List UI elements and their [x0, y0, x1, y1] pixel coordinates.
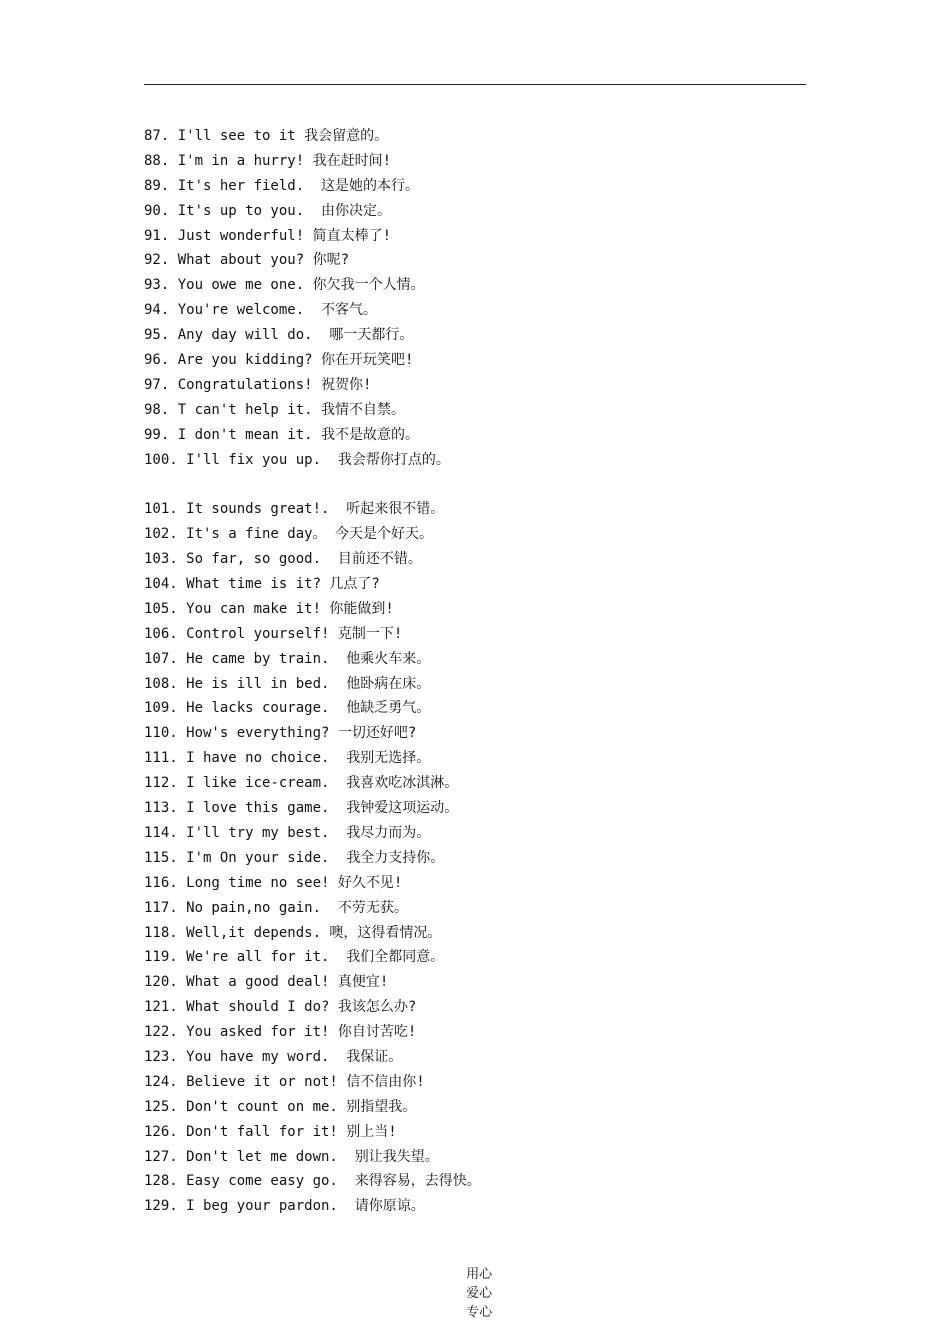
phrase-line: 122. You asked for it! 你自讨苦吃! [144, 1024, 417, 1041]
phrase-line: 117. No pain,no gain. 不劳无获。 [144, 899, 408, 916]
phrase-line: 125. Don't count on me. 别指望我。 [144, 1098, 417, 1115]
phrase-line: 89. It's her field. 这是她的本行。 [144, 177, 420, 194]
phrase-line: 108. He is ill in bed. 他卧病在床。 [144, 675, 431, 692]
footer-text: 用心 [466, 1267, 493, 1282]
phrase-line: 118. Well,it depends. 噢，这得看情况。 [144, 924, 442, 941]
section-gap [144, 472, 824, 497]
phrase-line: 120. What a good deal! 真便宜! [144, 974, 389, 991]
phrase-line: 128. Easy come easy go. 来得容易，去得快。 [144, 1173, 481, 1190]
phrase-line: 106. Control yourself! 克制一下! [144, 625, 403, 642]
phrase-list [144, 124, 824, 1219]
phrase-line: 93. You owe me one. 你欠我一个人情。 [144, 277, 425, 294]
phrase-line: 88. I'm in a hurry! 我在赶时间! [144, 152, 392, 169]
phrase-line: 124. Believe it or not! 信不信由你! [144, 1073, 425, 1090]
phrase-line: 119. We're all for it. 我们全都同意。 [144, 949, 445, 966]
phrase-line: 123. You have my word. 我保证。 [144, 1048, 403, 1065]
phrase-line: 103. So far, so good. 目前还不错。 [144, 551, 422, 568]
phrase-line: 115. I'm On your side. 我全力支持你。 [144, 849, 445, 866]
phrase-line: 105. You can make it! 你能做到! [144, 600, 394, 617]
footer-text: 专心 [466, 1305, 493, 1320]
phrase-line: 98. T can't help it. 我情不自禁。 [144, 401, 406, 418]
phrase-line: 95. Any day will do. 哪一天都行。 [144, 327, 414, 344]
phrase-line: 91. Just wonderful! 简直太棒了! [144, 227, 392, 244]
phrase-line: 111. I have no choice. 我别无选择。 [144, 750, 431, 767]
phrase-line: 101. It sounds great!. 听起来很不错。 [144, 501, 445, 518]
phrase-line: 126. Don't fall for it! 别上当! [144, 1123, 397, 1140]
phrase-line: 96. Are you kidding? 你在开玩笑吧! [144, 352, 414, 369]
phrase-line: 97. Congratulations! 祝贺你! [144, 376, 372, 393]
phrase-line: 116. Long time no see! 好久不见! [144, 874, 403, 891]
phrase-line: 110. How's everything? 一切还好吧? [144, 725, 417, 742]
phrase-line: 109. He lacks courage. 他缺乏勇气。 [144, 700, 431, 717]
phrase-line: 129. I beg your pardon. 请你原谅。 [144, 1198, 425, 1215]
phrase-line: 99. I don't mean it. 我不是故意的。 [144, 426, 420, 443]
header-rule [144, 84, 806, 85]
footer-text: 爱心 [466, 1286, 493, 1301]
phrase-line: 113. I love this game. 我钟爱这项运动。 [144, 800, 459, 817]
phrase-line: 104. What time is it? 几点了? [144, 576, 380, 593]
phrase-line: 114. I'll try my best. 我尽力而为。 [144, 824, 431, 841]
phrase-line: 90. It's up to you. 由你决定。 [144, 202, 392, 219]
phrase-line: 94. You're welcome. 不客气。 [144, 302, 378, 319]
phrase-line: 112. I like ice-cream. 我喜欢吃冰淇淋。 [144, 775, 459, 792]
phrase-line: 87. I'll see to it 我会留意的。 [144, 128, 389, 144]
phrase-line: 121. What should I do? 我该怎么办? [144, 999, 417, 1016]
phrase-line: 107. He came by train. 他乘火车来。 [144, 650, 431, 667]
phrase-line: 127. Don't let me down. 别让我失望。 [144, 1148, 439, 1165]
page-footer [0, 1248, 950, 1320]
phrase-line: 92. What about you? 你呢? [144, 252, 350, 269]
phrase-line: 102. It's a fine day。 今天是个好天。 [144, 526, 434, 543]
phrase-line: 100. I'll fix you up. 我会帮你打点的。 [144, 451, 450, 468]
